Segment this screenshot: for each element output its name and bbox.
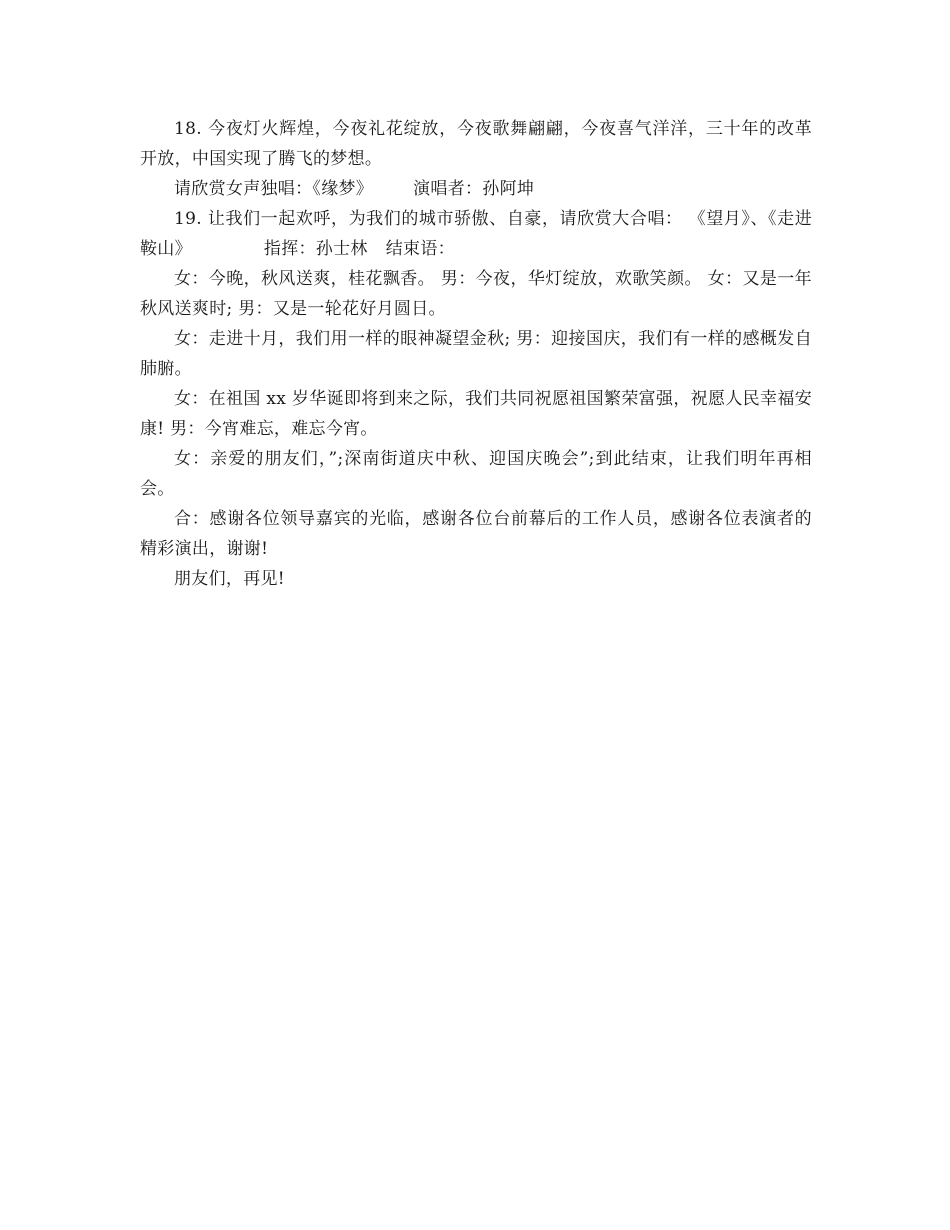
chorus-invitation: 19. 让我们一起欢呼，为我们的城市骄傲、自豪，请欣赏大合唱： 《望月》、《走进鞍山》 — [140, 209, 812, 259]
paragraph-solo-song — [140, 174, 812, 204]
paragraph-anniversary-wishes: 女：在祖国 xx 岁华诞即将到来之际，我们共同祝愿祖国繁荣富强，祝愿人民幸福安康! 男：今宵难忘，难忘今宵。 — [140, 389, 812, 439]
paragraph-farewell: 朋友们，再见! — [174, 569, 285, 589]
paragraph-gala-closing: 女：亲爱的朋友们，”;深南街道庆中秋、迎国庆晚会”;到此结束，让我们明年再相会。 — [140, 449, 812, 499]
solo-song-title: 请欣赏女声独唱：《缘梦》 — [174, 179, 374, 199]
closing-remarks-heading: 结束语： — [385, 239, 455, 259]
paragraph-autumn-dialogue: 女：今晚，秋风送爽，桂花飘香。 男：今夜，华灯绽放，欢歌笑颜。 女：又是一年秋风送爽时; 男：又是一轮花好月圆日。 — [140, 269, 812, 319]
paragraph-thanks: 合：感谢各位领导嘉宾的光临，感谢各位台前幕后的工作人员，感谢各位表演者的精彩演出，谢谢! — [140, 509, 812, 559]
document-body — [140, 114, 812, 594]
solo-song-performer: 演唱者：孙阿坤 — [413, 179, 535, 199]
paragraph-18: 18. 今夜灯火辉煌，今夜礼花绽放，今夜歌舞翩翩，今夜喜气洋洋，三十年的改革开放，中国实现了腾飞的梦想。 — [140, 119, 812, 169]
chorus-conductor: 指挥：孙士林 — [263, 239, 368, 259]
paragraph-october-dialogue: 女：走进十月，我们用一样的眼神凝望金秋; 男：迎接国庆，我们有一样的感概发自肺腑。 — [140, 329, 812, 379]
paragraph-19 — [140, 204, 812, 264]
